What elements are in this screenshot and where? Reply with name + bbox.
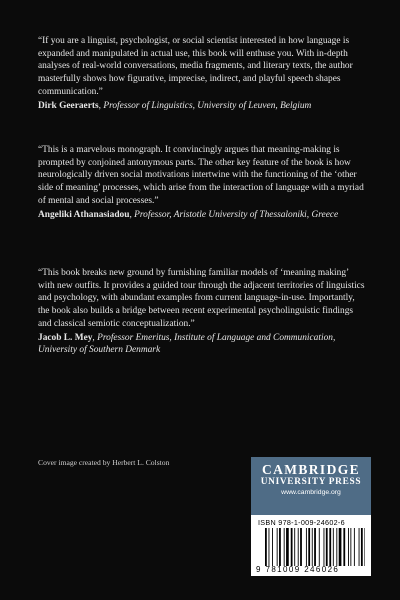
reviewer-name: Jacob L. Mey	[38, 332, 93, 343]
barcode-bar	[306, 528, 307, 566]
publisher-subtitle: UNIVERSITY PRESS	[260, 477, 362, 487]
barcode-bar	[284, 528, 285, 566]
barcode-bar	[324, 528, 325, 566]
review-quote-1	[38, 35, 366, 112]
quote-attribution: Dirk Geeraerts, Professor of Linguistics, University of Leuven, Belgium	[38, 100, 312, 111]
barcode-bar	[265, 528, 267, 566]
review-quote-3	[38, 267, 366, 357]
isbn-label: ISBN 978-1-009-24602-6	[258, 518, 345, 527]
barcode-bar	[277, 528, 278, 566]
barcode-icon	[265, 528, 365, 566]
quote-text: “This is a marvelous monograph. It convincingly argues that meaning-making is prompted by conjoined antonymous parts. The other key feature of the book is how neurologically driven social motivations intertwine with the functioning of the ‘other side of meaning’ processes, which arise from the interaction of language with a myriad of mental and social processes.”	[38, 145, 364, 206]
reviewer-affiliation: Professor of Linguistics, University of Leuven, Belgium	[103, 100, 312, 111]
quote-attribution: Angeliki Athanasiadou, Professor, Aristotle University of Thessaloniki, Greece	[38, 209, 339, 220]
reviewer-affiliation: Professor Emeritus, Institute of Language and Communication, University of Southern Denmark	[38, 332, 336, 356]
barcode-bar	[343, 528, 345, 566]
barcode-bar	[279, 528, 281, 566]
publisher-url: www.cambridge.org	[281, 489, 341, 496]
barcode-bar	[291, 528, 293, 566]
barcode-bar	[350, 528, 351, 566]
publisher-name: CAMBRIDGE	[261, 462, 361, 477]
barcode-bar	[272, 528, 273, 566]
quote-text: “This book breaks new ground by furnishing familiar models of ‘meaning making’ with new outfits. It provides a guided tour through the adjacent territories of linguistics and psychology, with abundant examples from current language-in-use. Importantly, the book also builds a bridge between recent experimental psycholinguistic findings and classical semiotic conceptualization.”	[38, 268, 365, 329]
barcode-bar	[312, 528, 313, 566]
cover-credit: Cover image created by Herbert L. Colston	[38, 458, 170, 467]
barcode-bar	[269, 528, 270, 566]
barcode-bar	[361, 528, 363, 566]
barcode-bar	[314, 528, 316, 566]
barcode-bar	[336, 528, 337, 566]
barcode-bar	[294, 528, 295, 566]
publisher-logo-block	[251, 457, 371, 515]
barcode-bar	[308, 528, 310, 566]
reviewer-affiliation: Professor, Aristotle University of Thessaloniki, Greece	[134, 209, 339, 220]
barcode-bar	[364, 528, 365, 566]
barcode-bar	[333, 528, 334, 566]
barcode-panel	[251, 515, 371, 576]
reviewer-name: Dirk Geeraerts	[38, 100, 99, 111]
barcode-bar	[300, 528, 302, 566]
barcode-bar	[319, 528, 320, 566]
quote-text: “If you are a linguist, psychologist, or social scientist interested in how language is expanded and manipulated in actual use, this book will enthuse you. With in-depth analyses of real-world conversations, media fragments, and literary texts, the author masterfully shows how figurative, imprecise, indirect, and playful speech shapes communication.”	[38, 36, 353, 97]
barcode-bar	[298, 528, 299, 566]
quote-attribution: Jacob L. Mey, Professor Emeritus, Institute of Language and Communication, University of Southern Denmark	[38, 332, 336, 356]
review-quote-2	[38, 144, 366, 221]
barcode-bar	[329, 528, 331, 566]
barcode-bar	[354, 528, 355, 566]
barcode-bar	[359, 528, 360, 566]
barcode-bar	[326, 528, 328, 566]
barcode-bar	[339, 528, 342, 566]
barcode-digits: 9 781009 246026	[256, 565, 340, 574]
reviewer-name: Angeliki Athanasiadou	[38, 209, 130, 220]
barcode-bar	[286, 528, 289, 566]
barcode-bar	[348, 528, 349, 566]
